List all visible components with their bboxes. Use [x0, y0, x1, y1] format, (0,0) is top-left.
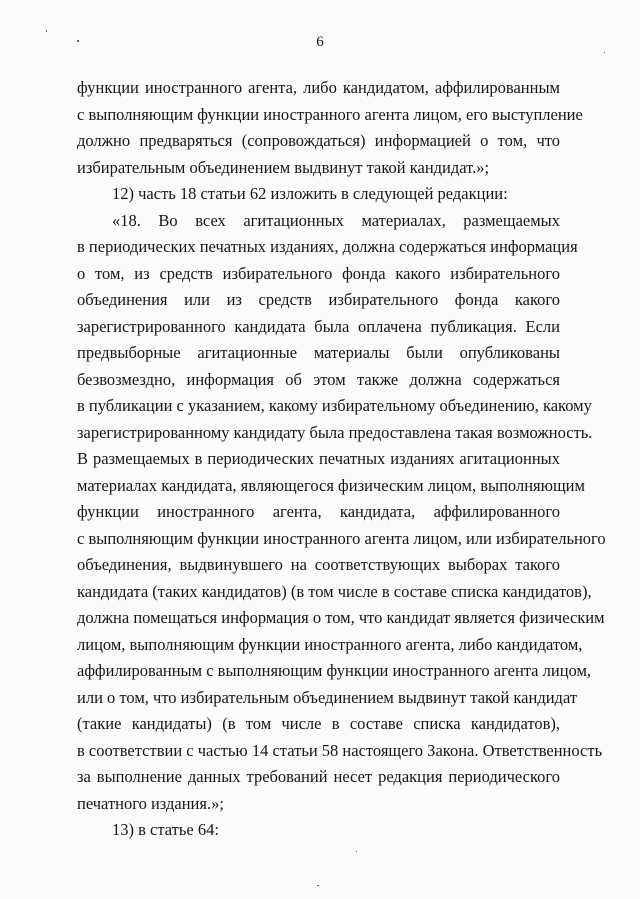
text-line: за выполнение данных требований несет редакция периодического	[77, 767, 560, 786]
text-line: должно предваряться (сопровождаться) информацией о том, что	[77, 131, 560, 150]
scan-speck	[356, 851, 357, 852]
text-line: в публикации с указанием, какому избирательному объединению, какому	[77, 396, 592, 415]
text-line: функции иностранного агента, либо кандидатом, аффилированным	[77, 78, 560, 97]
text-line: материалах кандидата, являющегося физическим лицом, выполняющим	[77, 475, 585, 495]
text-line: объединения, выдвинувшего на соответствующих выборах такого	[77, 555, 560, 574]
text-line: или о том, что избирательным объединением выдвинут такой кандидат	[77, 687, 578, 707]
text-line: с выполняющим функции иностранного агента лицом, или избирательного	[77, 528, 606, 548]
scan-speck	[317, 885, 319, 886]
text-line: 13) в статье 64:	[112, 820, 219, 839]
text-line: безвозмездно, информация об этом также должна содержаться	[77, 369, 560, 389]
text-line: печатного издания.»;	[77, 793, 224, 813]
text-line: в соответствии с частью 14 статьи 58 настоящего Закона. Ответственность	[77, 740, 603, 760]
text-line: о том, из средств избирательного фонда какого избирательного	[77, 263, 560, 283]
scan-speck	[46, 30, 47, 32]
text-line: функции иностранного агента, кандидата, аффилированного	[77, 502, 560, 521]
page-number: 6	[316, 34, 324, 50]
text-line: в периодических печатных изданиях, должна содержаться информация	[77, 237, 578, 256]
text-line: 12) часть 18 статьи 62 изложить в следующей редакции:	[112, 184, 508, 203]
scan-speck	[604, 52, 605, 53]
text-line: «18. Во всех агитационных материалах, размещаемых	[112, 210, 560, 230]
text-line: с выполняющим функции иностранного агента лицом, его выступление	[77, 104, 583, 124]
text-line: В размещаемых в периодических печатных изданиях агитационных	[77, 449, 560, 468]
text-line: (такие кандидаты) (в том числе в составе списка кандидатов),	[77, 714, 560, 733]
text-line: лицом, выполняющим функции иностранного агента, либо кандидатом,	[77, 634, 583, 654]
body-text	[77, 75, 606, 844]
text-line: зарегистрированного кандидата была оплачена публикация. Если	[77, 316, 560, 336]
text-line: избирательным объединением выдвинут такой кандидат.»;	[77, 157, 490, 177]
text-line: зарегистрированному кандидату была предоставлена такая возможность.	[77, 422, 593, 442]
text-line: объединения или из средств избирательного фонда какого	[77, 290, 560, 309]
text-line: должна помещаться информация о том, что кандидат является физическим	[77, 608, 605, 627]
text-line: аффилированным с выполняющим функции иностранного агента лицом,	[77, 661, 592, 680]
text-line: кандидата (таких кандидатов) (в том числе в составе списка кандидатов),	[77, 581, 592, 601]
scan-speck	[77, 40, 79, 42]
text-line: предвыборные агитационные материалы были опубликованы	[77, 343, 560, 362]
